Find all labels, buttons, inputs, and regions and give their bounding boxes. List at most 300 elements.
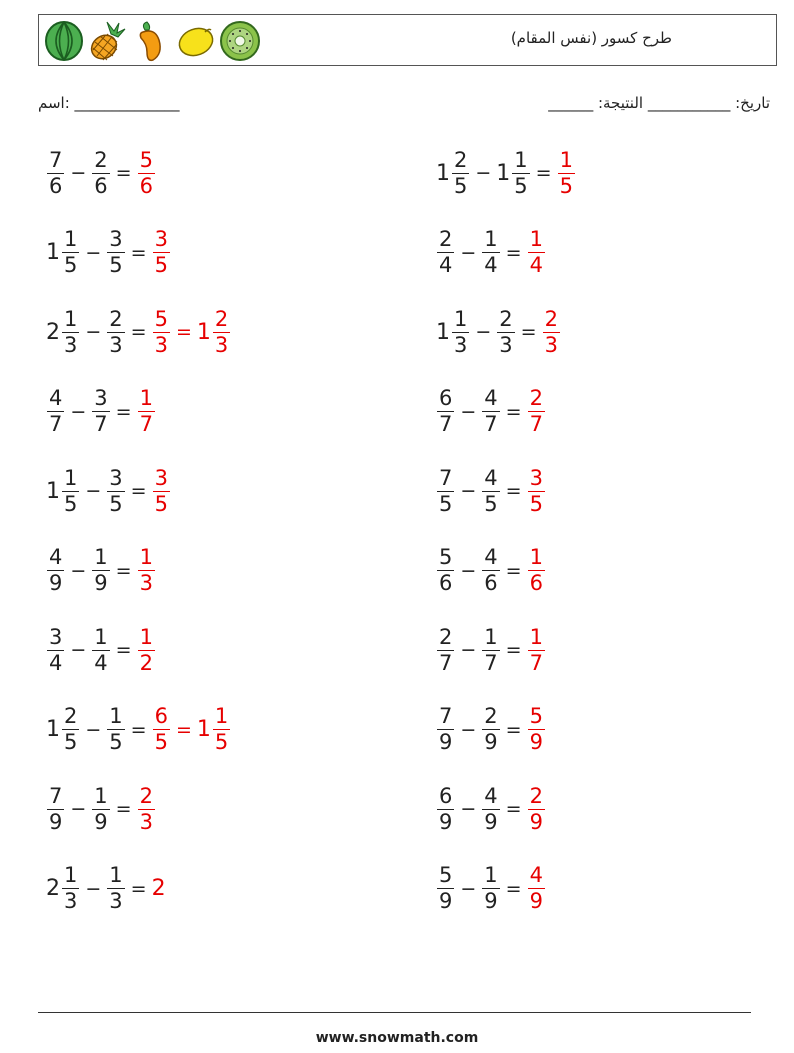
numerator: 7	[49, 783, 63, 808]
numerator: 2	[499, 306, 513, 331]
fruit-icons	[43, 20, 261, 62]
numerator: 3	[49, 624, 63, 649]
fraction	[138, 624, 155, 675]
denominator: 6	[49, 173, 63, 198]
watermelon-icon	[43, 20, 85, 62]
denominator: 7	[139, 412, 153, 436]
answer	[527, 783, 546, 834]
numerator: 4	[484, 783, 498, 808]
minuend	[436, 147, 470, 198]
fraction	[512, 147, 529, 198]
equals-sign: =	[130, 241, 147, 264]
minus-sign: −	[475, 162, 492, 184]
answer	[152, 306, 232, 357]
answer-value	[152, 229, 171, 276]
numerator: 3	[154, 465, 168, 490]
fraction	[452, 147, 469, 198]
fraction	[138, 547, 155, 594]
minus-sign: −	[460, 639, 477, 661]
pineapple-icon	[87, 20, 129, 62]
numerator: 2	[139, 783, 153, 808]
denominator: 5	[559, 173, 573, 198]
minus-sign: −	[85, 321, 102, 343]
answer	[152, 465, 171, 516]
minus-sign: −	[85, 480, 102, 502]
fraction	[107, 465, 124, 516]
subtrahend	[496, 306, 515, 357]
answer-value	[527, 783, 546, 834]
fraction	[62, 865, 79, 912]
answer	[152, 706, 232, 753]
denominator: 6	[139, 173, 153, 198]
numerator: 6	[154, 704, 168, 728]
equals-sign: =	[505, 718, 522, 741]
minuend	[436, 547, 455, 594]
fraction	[213, 706, 230, 753]
problem-row	[46, 620, 156, 680]
numerator: 1	[64, 227, 78, 251]
denominator: 3	[214, 332, 229, 357]
numerator: 4	[49, 386, 63, 410]
numerator: 2	[64, 704, 78, 728]
whole-number: 2	[46, 876, 60, 901]
minus-sign: −	[460, 241, 477, 264]
fraction	[47, 147, 64, 198]
numerator: 1	[64, 863, 78, 887]
subtrahend	[481, 865, 500, 912]
denominator: 5	[484, 491, 498, 516]
subtrahend	[91, 388, 110, 435]
fraction	[138, 388, 155, 435]
subtrahend	[481, 229, 500, 276]
equals-sign: =	[520, 321, 537, 343]
minuend	[436, 865, 455, 912]
denominator: 5	[109, 253, 123, 277]
fraction	[62, 229, 79, 276]
fraction	[482, 624, 499, 675]
minuend	[436, 229, 455, 276]
answer	[137, 388, 156, 435]
problem-row	[436, 302, 561, 362]
denominator: 3	[499, 332, 513, 357]
answer-value	[196, 306, 231, 357]
answer-value	[527, 865, 546, 912]
fraction	[92, 624, 109, 675]
denominator: 6	[94, 173, 108, 198]
denominator: 4	[484, 253, 498, 277]
answer	[527, 229, 546, 276]
denominator: 7	[529, 412, 543, 436]
numerator: 1	[139, 386, 153, 410]
minus-sign: −	[70, 639, 87, 661]
equals-sign: =	[115, 798, 132, 820]
header-box	[38, 14, 777, 66]
numerator: 1	[559, 147, 573, 172]
numerator: 1	[109, 704, 123, 728]
numerator: 4	[484, 465, 498, 490]
answer	[137, 624, 156, 675]
denominator: 7	[484, 412, 498, 436]
numerator: 7	[49, 147, 63, 172]
footer-url: www.snowmath.com	[315, 1030, 479, 1046]
numerator: 1	[64, 306, 78, 331]
numerator: 4	[49, 545, 63, 569]
numerator: 7	[439, 704, 453, 728]
whole-number: 1	[46, 478, 60, 504]
answer-value	[527, 465, 546, 516]
fraction	[47, 388, 64, 435]
denominator: 6	[484, 571, 498, 595]
numerator: 4	[529, 863, 543, 887]
answer-value	[527, 229, 546, 276]
fraction	[437, 783, 454, 834]
fraction	[452, 306, 469, 357]
answer-value	[137, 547, 156, 594]
problem-row	[436, 143, 576, 203]
answer-value	[527, 624, 546, 675]
denominator: 5	[529, 491, 543, 516]
numerator: 1	[94, 624, 108, 649]
denominator: 3	[109, 332, 123, 357]
numerator: 4	[484, 386, 498, 410]
fraction	[528, 706, 545, 753]
denominator: 5	[154, 253, 168, 277]
answer-value	[557, 147, 576, 198]
fraction	[482, 229, 499, 276]
subtrahend	[496, 147, 530, 198]
date-score-label: ______ :تاريخ: ___________ النتيجة	[548, 94, 770, 112]
answer	[527, 865, 546, 912]
minuend	[46, 865, 80, 912]
answer-value	[527, 706, 546, 753]
fraction	[107, 306, 124, 357]
equals-sign: =	[175, 321, 192, 343]
fraction	[107, 229, 124, 276]
minuend	[46, 147, 65, 198]
worksheet-title: طرح كسور (نفس المقام)	[510, 29, 672, 47]
fraction	[437, 388, 454, 435]
minus-sign: −	[460, 400, 477, 423]
subtrahend	[481, 547, 500, 594]
fraction	[528, 783, 545, 834]
equals-sign: =	[130, 877, 147, 900]
fraction	[482, 388, 499, 435]
subtrahend	[106, 229, 125, 276]
denominator: 9	[94, 571, 108, 595]
minus-sign: −	[85, 241, 102, 264]
numerator: 3	[154, 227, 168, 251]
minuend	[436, 706, 455, 753]
denominator: 9	[439, 730, 453, 754]
answer	[527, 624, 546, 675]
denominator: 4	[49, 650, 63, 675]
problem-row	[46, 700, 231, 760]
denominator: 5	[154, 730, 168, 754]
denominator: 3	[64, 332, 78, 357]
fraction	[482, 706, 499, 753]
numerator: 5	[154, 306, 168, 331]
fraction	[497, 306, 514, 357]
denominator: 9	[484, 889, 498, 913]
answer-value	[527, 547, 546, 594]
fraction	[153, 229, 170, 276]
whole-number: 1	[436, 160, 450, 186]
minus-sign: −	[70, 162, 87, 184]
numerator: 6	[439, 783, 453, 808]
numerator: 5	[139, 147, 153, 172]
problem-row	[436, 700, 546, 760]
fraction	[138, 783, 155, 834]
footer-divider	[38, 1012, 751, 1013]
fraction	[437, 624, 454, 675]
numerator: 1	[529, 545, 543, 569]
numerator: 1	[484, 227, 498, 251]
denominator: 5	[454, 173, 468, 198]
numerator: 5	[439, 545, 453, 569]
fraction	[528, 388, 545, 435]
numerator: 1	[484, 863, 498, 887]
answer	[152, 229, 171, 276]
equals-sign: =	[130, 321, 147, 343]
answer-value	[152, 306, 171, 357]
answer-value	[197, 706, 231, 753]
whole-number: 2	[151, 876, 166, 901]
fraction	[92, 147, 109, 198]
numerator: 2	[529, 783, 543, 808]
numerator: 5	[439, 863, 453, 887]
subtrahend	[481, 465, 500, 516]
denominator: 9	[484, 809, 498, 834]
fraction	[92, 547, 109, 594]
denominator: 5	[109, 730, 123, 754]
subtrahend	[481, 624, 500, 675]
whole-number: 1	[196, 319, 211, 345]
fraction	[528, 624, 545, 675]
fraction	[153, 706, 170, 753]
fraction	[153, 465, 170, 516]
denominator: 9	[49, 809, 63, 834]
denominator: 3	[139, 571, 153, 595]
subtrahend	[91, 783, 110, 834]
numerator: 2	[544, 306, 558, 331]
minus-sign: −	[70, 559, 87, 582]
numerator: 3	[109, 227, 123, 251]
minus-sign: −	[70, 798, 87, 820]
answer	[137, 147, 156, 198]
numerator: 3	[529, 465, 543, 490]
numerator: 2	[214, 306, 229, 331]
whole-number: 1	[436, 319, 450, 345]
minus-sign: −	[460, 718, 477, 741]
equals-sign: =	[535, 162, 552, 184]
minus-sign: −	[460, 798, 477, 820]
denominator: 6	[529, 571, 543, 595]
denominator: 3	[154, 332, 168, 357]
denominator: 4	[529, 253, 543, 277]
answer	[557, 147, 576, 198]
minuend	[436, 783, 455, 834]
subtrahend	[481, 388, 500, 435]
numerator: 2	[529, 386, 543, 410]
numerator: 1	[529, 227, 543, 251]
minuend	[46, 229, 80, 276]
answer	[152, 876, 167, 901]
numerator: 5	[529, 704, 543, 728]
equals-sign: =	[505, 241, 522, 264]
answer-value	[137, 624, 156, 675]
numerator: 2	[454, 147, 468, 172]
denominator: 7	[439, 650, 453, 675]
fraction	[107, 865, 124, 912]
numerator: 3	[109, 465, 123, 490]
denominator: 5	[109, 491, 123, 516]
denominator: 9	[529, 730, 543, 754]
answer	[137, 547, 156, 594]
answer	[542, 306, 561, 357]
numerator: 1	[514, 147, 528, 172]
minuend	[436, 388, 455, 435]
equals-sign: =	[175, 718, 192, 741]
problem-row	[46, 461, 171, 521]
fraction	[62, 306, 79, 357]
equals-sign: =	[115, 559, 132, 582]
problem-row	[46, 143, 156, 203]
problem-row	[436, 779, 546, 839]
denominator: 2	[139, 650, 153, 675]
fraction	[437, 865, 454, 912]
fraction	[92, 388, 109, 435]
fraction	[558, 147, 575, 198]
minus-sign: −	[85, 877, 102, 900]
whole-number: 1	[46, 240, 60, 265]
denominator: 5	[514, 173, 528, 198]
denominator: 9	[94, 809, 108, 834]
fraction	[528, 229, 545, 276]
answer-value	[152, 706, 171, 753]
name-field-label: اسم: ______________	[38, 94, 180, 112]
equals-sign: =	[505, 639, 522, 661]
denominator: 5	[64, 730, 78, 754]
fraction	[528, 865, 545, 912]
minuend	[46, 465, 80, 516]
problem-row	[46, 859, 167, 919]
answer	[137, 783, 156, 834]
problem-row	[436, 223, 546, 283]
numerator: 6	[439, 386, 453, 410]
denominator: 3	[109, 889, 123, 913]
answer	[527, 465, 546, 516]
answer-value	[137, 147, 156, 198]
whole-number: 1	[496, 160, 511, 186]
denominator: 9	[529, 889, 543, 913]
subtrahend	[481, 783, 500, 834]
fraction	[62, 706, 79, 753]
fraction	[437, 706, 454, 753]
minuend	[46, 547, 65, 594]
denominator: 7	[484, 650, 498, 675]
lemon-icon	[175, 20, 217, 62]
denominator: 9	[49, 571, 63, 595]
denominator: 4	[439, 253, 453, 277]
answer-value	[137, 783, 156, 834]
numerator: 1	[64, 465, 78, 490]
minus-sign: −	[85, 718, 102, 741]
problem-row	[436, 859, 546, 919]
denominator: 7	[94, 412, 108, 436]
numerator: 1	[484, 624, 498, 649]
numerator: 1	[94, 545, 108, 569]
numerator: 2	[484, 704, 498, 728]
subtrahend	[91, 624, 110, 675]
answer	[527, 706, 546, 753]
denominator: 9	[529, 809, 543, 834]
kiwi-icon	[219, 20, 261, 62]
numerator: 4	[484, 545, 498, 569]
denominator: 9	[484, 730, 498, 754]
numerator: 1	[109, 863, 123, 887]
denominator: 7	[529, 650, 543, 675]
numerator: 1	[214, 704, 229, 728]
fraction	[437, 547, 454, 594]
subtrahend	[106, 465, 125, 516]
numerator: 1	[139, 545, 153, 569]
minus-sign: −	[70, 400, 87, 423]
equals-sign: =	[505, 877, 522, 900]
whole-number: 2	[46, 319, 60, 345]
fraction	[482, 865, 499, 912]
fraction	[92, 783, 109, 834]
fraction	[47, 547, 64, 594]
denominator: 5	[214, 730, 229, 754]
numerator: 2	[109, 306, 123, 331]
denominator: 5	[439, 491, 453, 516]
minuend	[436, 465, 455, 516]
mango-icon	[131, 20, 173, 62]
equals-sign: =	[130, 718, 147, 741]
denominator: 7	[49, 412, 63, 436]
equals-sign: =	[505, 559, 522, 582]
fraction	[47, 624, 64, 675]
problem-row	[46, 382, 156, 442]
fraction	[47, 783, 64, 834]
answer-value	[152, 465, 171, 516]
problem-row	[46, 302, 231, 362]
denominator: 5	[64, 253, 78, 277]
denominator: 3	[454, 332, 468, 357]
subtrahend	[106, 865, 125, 912]
numerator: 1	[454, 306, 468, 331]
fraction	[213, 306, 230, 357]
numerator: 1	[529, 624, 543, 649]
minus-sign: −	[460, 877, 477, 900]
answer-value	[542, 306, 561, 357]
denominator: 5	[64, 491, 78, 516]
fraction	[482, 547, 499, 594]
equals-sign: =	[505, 400, 522, 423]
equals-sign: =	[130, 480, 147, 502]
equals-sign: =	[115, 400, 132, 423]
problem-row	[436, 382, 546, 442]
subtrahend	[106, 706, 125, 753]
subtrahend	[106, 306, 125, 357]
fraction	[62, 465, 79, 516]
denominator: 7	[439, 412, 453, 436]
equals-sign: =	[505, 480, 522, 502]
numerator: 7	[439, 465, 453, 490]
numerator: 1	[94, 783, 108, 808]
denominator: 5	[154, 491, 168, 516]
denominator: 4	[94, 650, 108, 675]
